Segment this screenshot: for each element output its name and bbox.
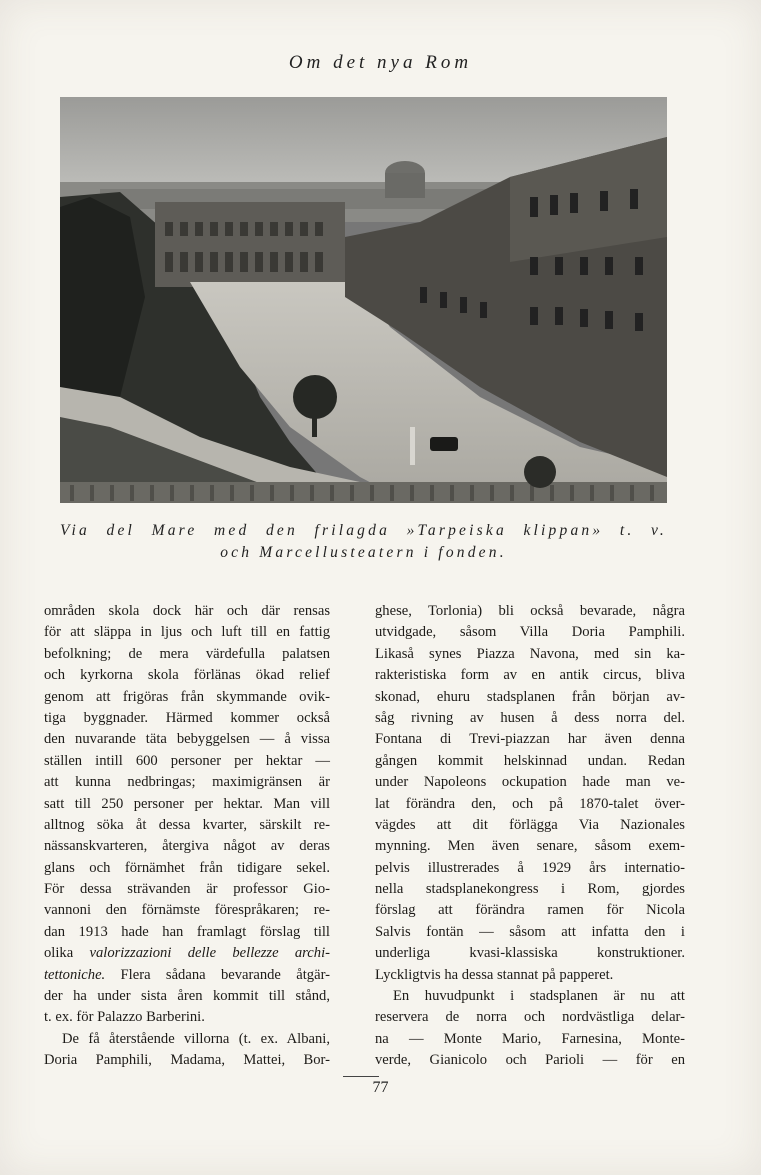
text-line: nässanskvarteren, återgiva något av deras: [44, 838, 330, 855]
text-line: För dessa strävanden är professor Gio-: [44, 881, 330, 898]
text-line: under Napoleons ockupation hade man ve-: [375, 774, 685, 791]
text-line: na — Monte Mario, Farnesina, Monte-: [375, 1030, 685, 1047]
text-line: genom att frigöras från skymmande ovik-: [44, 688, 330, 705]
caption-line-2: och Marcellusteatern i fonden.: [220, 544, 507, 561]
text-line: Lyckligtvis ha dessa stannat på papperet.: [375, 966, 614, 983]
text-column-right: [375, 601, 685, 1072]
text-line: verde, Gianicolo och Parioli — för en: [375, 1052, 685, 1069]
text-line: pelvis illustrerades å 1929 års internatio-: [375, 859, 685, 876]
text-line: befolkning; de mera värdefulla palatsen: [44, 645, 330, 662]
text-fragment: Flera sådana bevarande åtgär-: [105, 966, 330, 983]
text-line: der ha under sista åren kommit till stånd,: [44, 988, 330, 1005]
text-line: förslag att förändra ramen för Nicola: [375, 902, 685, 919]
text-line: nella stadsplanekongress i Rom, gjordes: [375, 881, 685, 898]
text-line: En huvudpunkt i stadsplanen är nu att: [393, 988, 685, 1005]
text-line: vannoni den förnämste förespråkaren; re-: [44, 902, 330, 919]
caption-line-1: Via del Mare med den frilagda »Tarpeiska klippan» t. v.: [60, 522, 667, 539]
text-line: områden skola dock här och där rensas: [44, 603, 330, 619]
text-line: mynning. Men även senare, såsom exem-: [375, 838, 685, 855]
figure-caption: [60, 520, 667, 564]
text-line: lat förändra den, och på 1870-talet över-: [375, 795, 685, 812]
text-line: alltnog söka åt dessa kvarter, särskilt re-: [44, 816, 330, 833]
text-line: glans och förnämhet från tidigare sekel.: [44, 859, 330, 876]
text-line: De få återstående villorna (t. ex. Albani,: [62, 1030, 330, 1047]
text-line: rakteristiska form av en antik circus, bliva: [375, 667, 685, 684]
text-line: dan 1913 hade han framlagt förslag till: [44, 923, 330, 940]
text-line: [44, 965, 330, 986]
page-number: 77: [372, 1079, 389, 1096]
photograph-via-del-mare: [60, 97, 667, 503]
italic-phrase: tettoniche.: [44, 966, 106, 983]
text-line: reservera de norra och nordvästliga delar-: [375, 1009, 685, 1026]
text-line: och kyrkorna skola förlänas ökad relief: [44, 667, 330, 684]
text-line: gången kommit helskinnad undan. Redan: [375, 752, 685, 769]
text-line: ghese, Torlonia) bli också bevarade, några: [375, 603, 685, 619]
text-line: satt till 250 personer per hektar. Man vill: [44, 795, 330, 812]
footer-rule: [343, 1076, 379, 1077]
text-line: tiga byggnader. Härmed kommer också: [44, 709, 330, 726]
text-line: såg rivning av husen å dess norra del.: [375, 709, 685, 726]
text-line: Fontana di Trevi-piazzan har även denna: [375, 731, 685, 748]
text-column-left: [44, 601, 330, 1072]
text-line: vägdes att dit förlägga Via Nazionales: [375, 816, 685, 833]
running-title: Om det nya Rom: [288, 52, 473, 73]
text-line: utvidgade, såsom Villa Doria Pamphili.: [375, 624, 685, 641]
text-line: t. ex. för Palazzo Barberini.: [44, 1009, 205, 1026]
text-line: för att släppa in ljus och luft till en fattig: [44, 624, 330, 641]
text-fragment: olika: [44, 945, 90, 962]
text-line: [44, 943, 330, 964]
text-line: att kunna nedbringas; maximigränsen är: [44, 774, 330, 791]
text-line: den nuvarande täta bebyggelsen — å vissa: [44, 731, 330, 748]
text-line: Doria Pamphili, Madama, Mattei, Bor-: [44, 1052, 330, 1069]
text-line: underliga kvasi-klassiska konstruktioner.: [375, 945, 685, 962]
italic-phrase: valorizzazioni delle bellezze archi-: [89, 945, 330, 962]
text-line: Salvis fontän — såsom att infatta den i: [375, 923, 685, 940]
text-line: ställen intill 600 personer per hektar —: [44, 752, 330, 769]
text-line: Likaså synes Piazza Navona, med sin ka-: [375, 645, 685, 662]
text-line: skonad, ehuru stadsplanen från början av-: [375, 688, 685, 705]
